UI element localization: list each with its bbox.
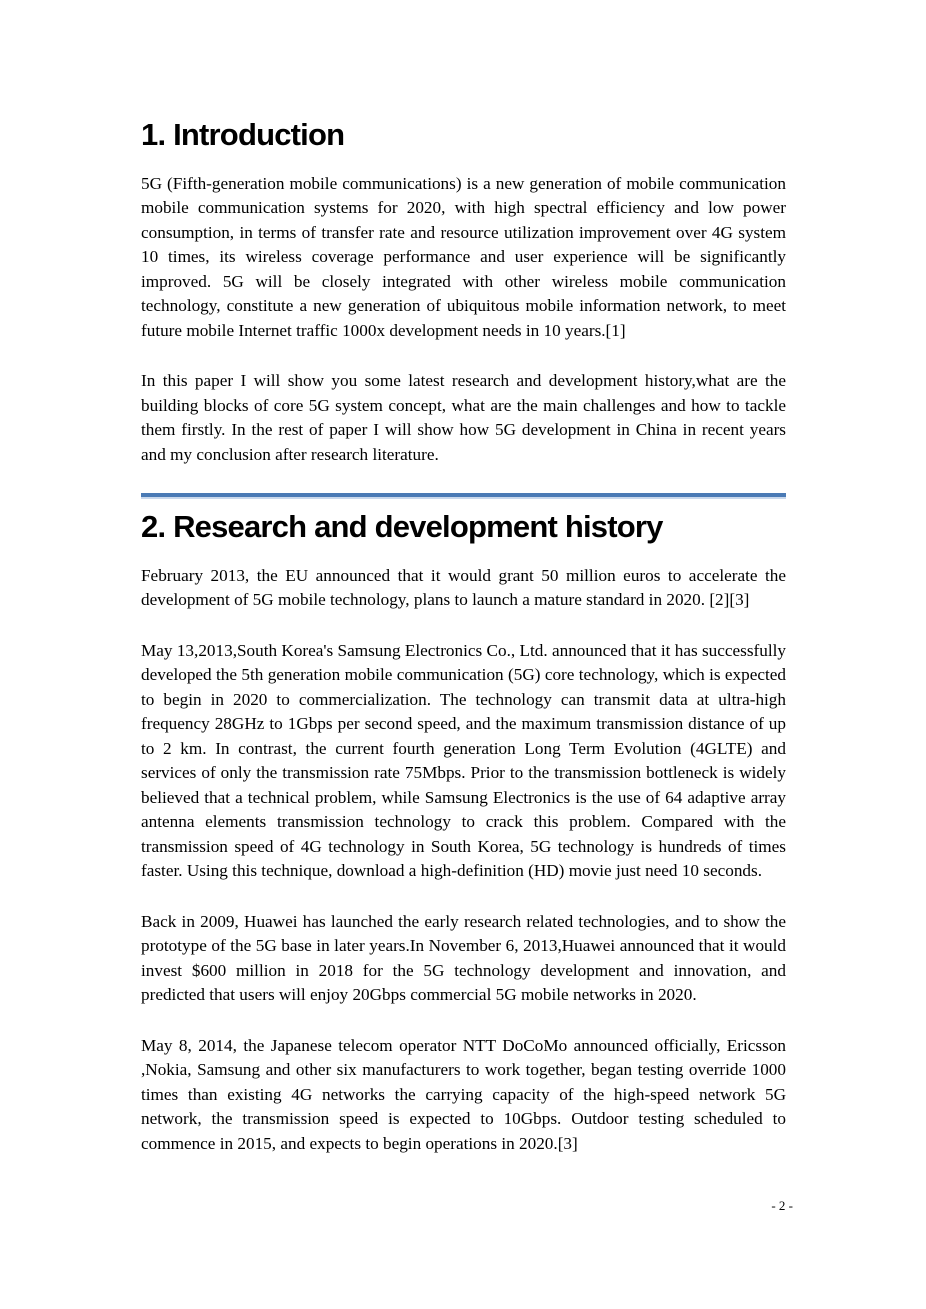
section-1-heading: 1. Introduction: [141, 117, 345, 152]
section-2-heading: 2. Research and development history: [141, 509, 663, 545]
history-paragraph-samsung: May 13,2013,South Korea's Samsung Electronics Co., Ltd. announced that it has successfully developed the 5th generation mobile communication (5G) core technology, which is expected to begin in 2020 to commercialization. The technology can transmit data at ultra-high frequency 28GHz to 1Gbps per second speed, and the maximum transmission distance of up to 2 km. In contrast, the current fourth generation Long Term Evolution (4GLTE) and services of only the transmission rate 75Mbps. Prior to the transmission bottleneck is widely believed that a technical problem, while Samsung Electronics is the use of 64 adaptive array antenna elements transmission technology to crack this problem. Compared with the transmission speed of 4G technology in South Korea, 5G technology is hundreds of times faster. Using this technique, download a high-definition (HD) movie just need 10 seconds.: [141, 640, 786, 881]
section-research-history: [141, 509, 786, 1156]
page-number: - 2 -: [771, 1198, 793, 1213]
section-introduction: [141, 117, 786, 467]
intro-paragraph-1: 5G (Fifth-generation mobile communications) is a new generation of mobile communication mobile communication systems for 2020, with high spectral efficiency and low power consumption, in terms of transfer rate and resource utilization improvement over 4G system 10 times, its wireless coverage performance and user experience will be significantly improved. 5G will be closely integrated with other wireless mobile communication technology, constitute a new generation of ubiquitous mobile information network, to meet future mobile Internet traffic 1000x development needs in 10 years.[1]: [141, 173, 786, 340]
history-paragraph-docomo: May 8, 2014, the Japanese telecom operator NTT DoCoMo announced officially, Ericsson ,Nokia, Samsung and other six manufacturers to work together, began testing override 1000 times than existing 4G networks the carrying capacity of the high-speed network 5G network, the transmission speed is expected to 10Gbps. Outdoor testing scheduled to commence in 2015, and expects to begin operations in 2020.[3]: [141, 1035, 786, 1153]
intro-paragraph-2: In this paper I will show you some latest research and development history,what are the building blocks of core 5G system concept, what are the main challenges and how to tackle them firstly. In the rest of paper I will show how 5G development in China in recent years and my conclusion after research literature.: [141, 371, 786, 464]
section-divider-rule: [141, 493, 786, 499]
history-paragraph-eu: February 2013, the EU announced that it would grant 50 million euros to accelerate the development of 5G mobile technology, plans to launch a mature standard in 2020. [2][3]: [141, 565, 786, 610]
history-paragraph-huawei: Back in 2009, Huawei has launched the early research related technologies, and to show the prototype of the 5G base in later years.In November 6, 2013,Huawei announced that it would invest $600 million in 2018 for the 5G technology development and innovation, and predicted that users will enjoy 20Gbps commercial 5G mobile networks in 2020.: [141, 911, 786, 1005]
